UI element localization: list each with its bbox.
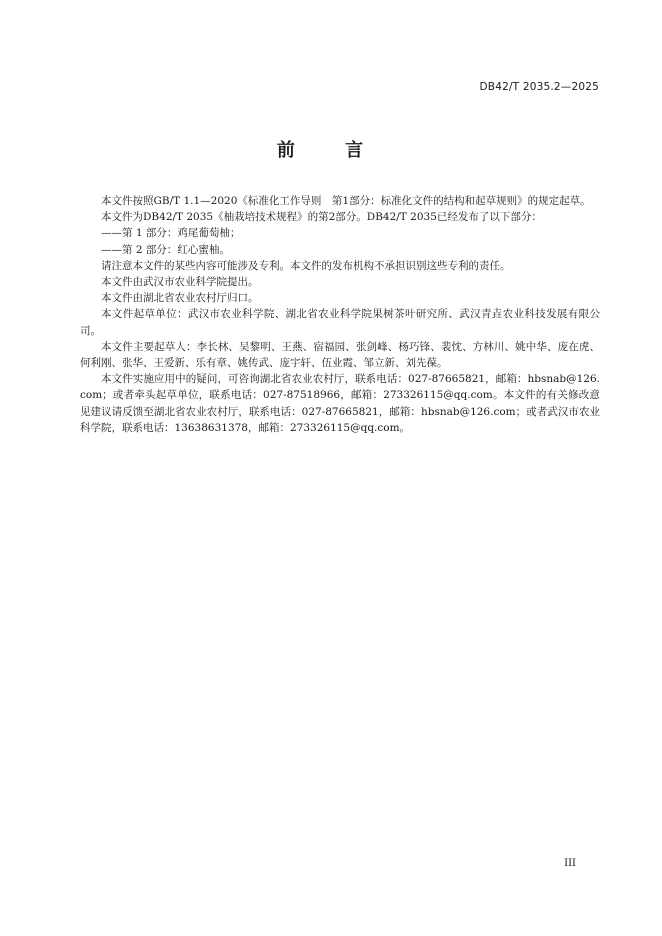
paragraph-proposer: 本文件由武汉市农业科学院提出。 bbox=[101, 276, 259, 289]
foreword-body bbox=[80, 193, 600, 436]
page-title: 前 言 bbox=[276, 140, 386, 161]
paragraph-centralized-unit: 本文件由湖北省农业农村厅归口。 bbox=[101, 292, 259, 305]
list-item-part-2: ——第 2 部分：红心蜜柚。 bbox=[101, 243, 230, 256]
paragraph-part-info: 本文件为DB42/T 2035《柚栽培技术规程》的第2部分。DB42/T 2035已经发布了以下部分： bbox=[101, 211, 542, 224]
paragraph-patent-notice: 请注意本文件的某些内容可能涉及专利。本文件的发布机构不承担识别这些专利的责任。 bbox=[101, 259, 511, 272]
document-code: DB42/T 2035.2—2025 bbox=[479, 81, 599, 93]
paragraph-contact-info: 本文件实施应用中的疑问，可咨询湖北省农业农村厅，联系电话：027-87665821，邮箱：hbsnab@126.com；或者牵头起草单位，联系电话：027-87518966，邮箱：273326115@qq.com。本文件的有关修改意见建议请反馈至湖北省农业农村厅，联系电话：027-87665821，邮箱：hbsnab@126.com；或者武汉市农业科学院，联系电话：13638631378，邮箱：273326115@qq.com。 bbox=[80, 373, 600, 434]
paragraph-drafting-basis: 本文件按照GB/T 1.1—2020《标准化工作导则 第1部分：标准化文件的结构和起草规则》的规定起草。 bbox=[101, 195, 591, 207]
paragraph-drafting-units: 本文件起草单位：武汉市农业科学院、湖北省农业科学院果树茶叶研究所、武汉青垚农业科技发展有限公司。 bbox=[80, 308, 600, 337]
paragraph-drafters: 本文件主要起草人：李长林、吴黎明、王燕、宿福园、张剑峰、杨巧锋、裴忱、方林川、姚中华、庞在虎、何利刚、张华、王爱新、乐有章、姚传武、庞宇轩、伍业霞、邹立新、刘先葆。 bbox=[80, 340, 600, 370]
page-number: III bbox=[564, 858, 576, 869]
list-item-part-1: ——第 1 部分：鸡尾葡萄柚； bbox=[101, 227, 241, 240]
